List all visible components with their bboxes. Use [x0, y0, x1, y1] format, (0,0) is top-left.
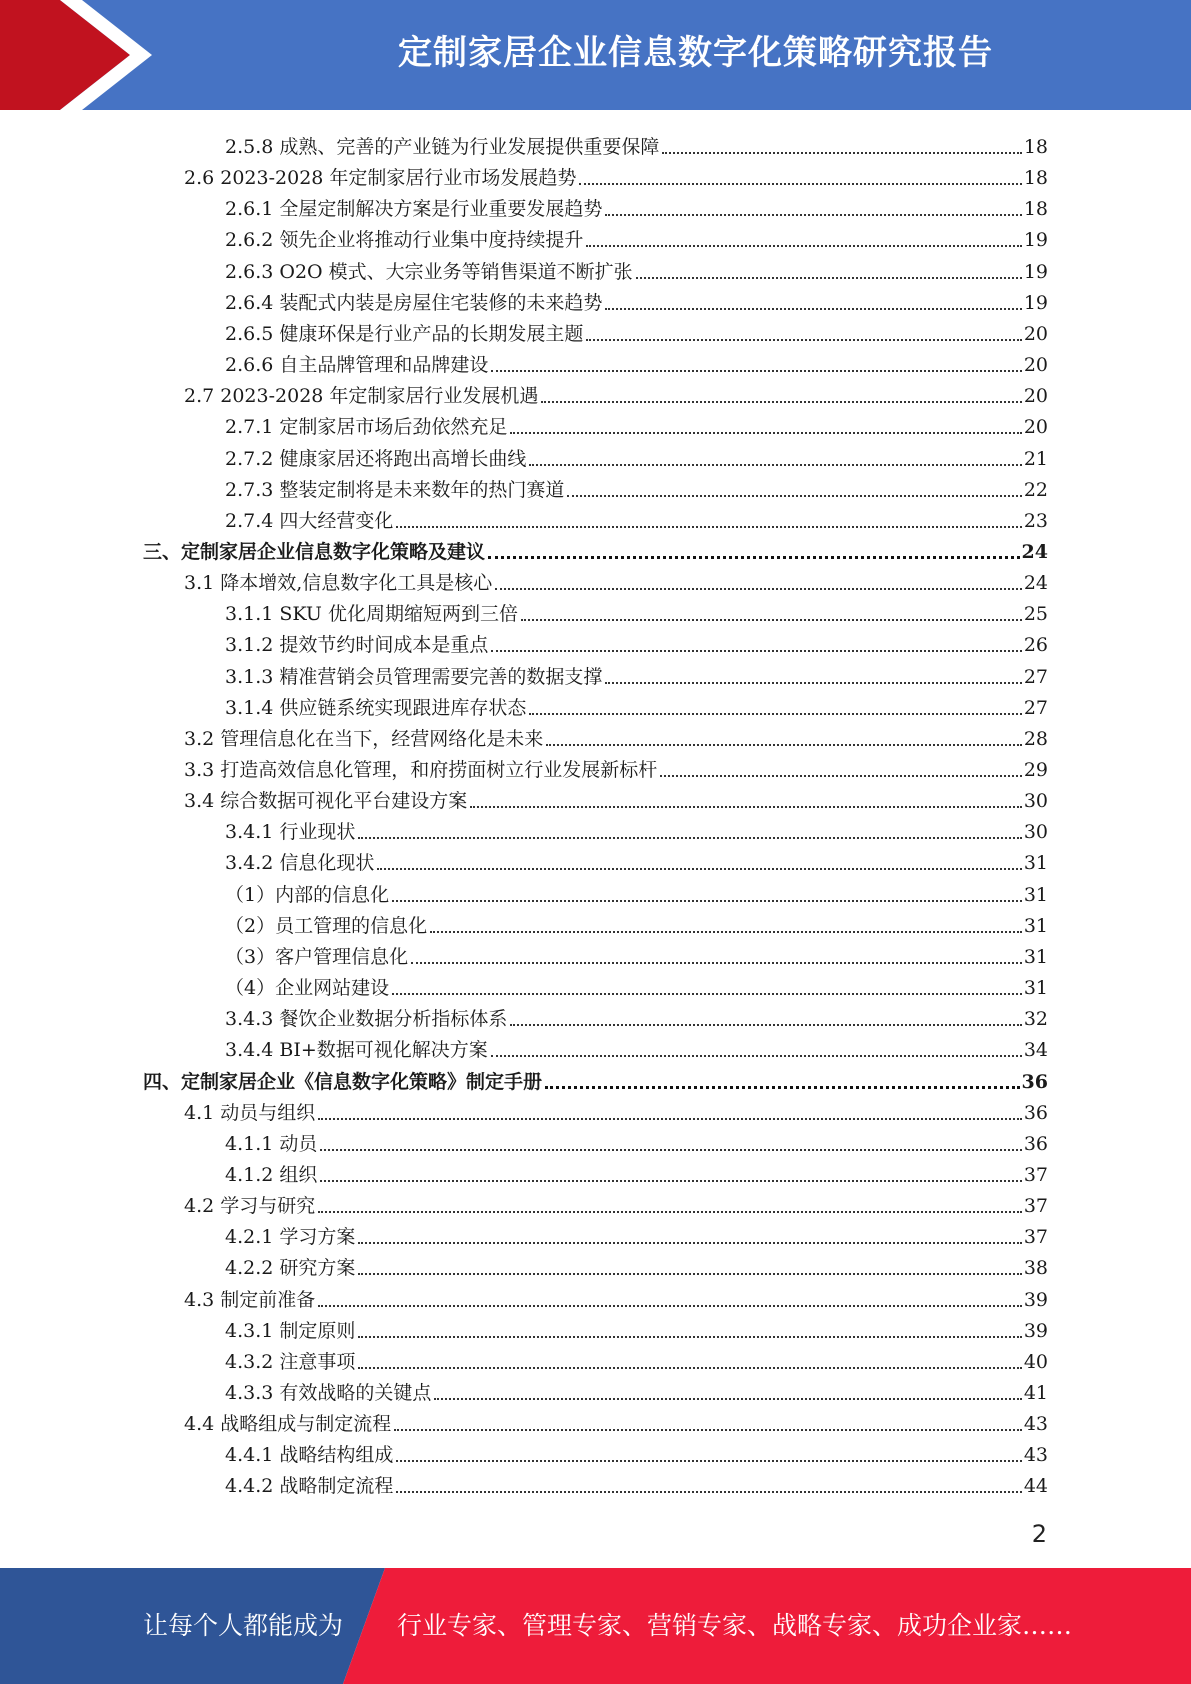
- toc-entry-page: 19: [1023, 229, 1048, 252]
- toc-dot-leader: [396, 1481, 1021, 1493]
- toc-dot-leader: [394, 1419, 1022, 1431]
- toc-dot-leader: [358, 1263, 1021, 1275]
- toc-entry[interactable]: [184, 377, 1048, 408]
- toc-entry-page: 37: [1023, 1226, 1048, 1249]
- toc-entry[interactable]: [225, 471, 1048, 502]
- toc-entry-page: 21: [1023, 447, 1048, 470]
- report-title: 定制家居企业信息数字化策略研究报告: [398, 33, 993, 73]
- toc-entry[interactable]: [184, 720, 1048, 751]
- toc-entry[interactable]: [184, 1281, 1048, 1312]
- toc-dot-leader: [434, 1388, 1021, 1400]
- toc-dot-leader: [392, 890, 1022, 902]
- toc-dot-leader: [318, 1108, 1022, 1120]
- toc-entry-label: 2.7 2023-2028 年定制家居行业发展机遇: [184, 385, 539, 408]
- toc-entry-label: 2.5.8 成熟、完善的产业链为行业发展提供重要保障: [225, 136, 660, 158]
- toc-entry-label: 3.3 打造高效信息化管理，和府捞面树立行业发展新标杆: [184, 759, 658, 781]
- toc-entry[interactable]: [225, 253, 1048, 284]
- toc-dot-leader: [430, 921, 1022, 933]
- toc-entry[interactable]: [184, 159, 1048, 190]
- toc-entry[interactable]: [225, 440, 1048, 471]
- toc-entry-page: 30: [1023, 821, 1048, 844]
- toc-entry-page: 18: [1023, 167, 1048, 190]
- toc-entry-label: 4.4.2 战略制定流程: [225, 1475, 394, 1498]
- toc-dot-leader: [605, 672, 1021, 684]
- toc-dot-leader: [586, 329, 1021, 341]
- toc-entry-label: （1）内部的信息化: [225, 883, 390, 906]
- toc-entry-page: 31: [1023, 914, 1048, 937]
- toc-entry-label: 4.2 学习与研究: [184, 1195, 316, 1218]
- toc-entry-label: 2.6.1 全屋定制解决方案是行业重要发展趋势: [225, 198, 603, 221]
- toc-dot-leader: [377, 858, 1021, 870]
- toc-entry-label: （4）企业网站建设: [225, 977, 390, 1000]
- toc-dot-leader: [529, 454, 1021, 466]
- toc-entry-label: 4.3 制定前准备: [184, 1288, 316, 1311]
- toc-entry[interactable]: [184, 1187, 1048, 1218]
- toc-entry-page: 38: [1023, 1257, 1048, 1280]
- toc-dot-leader: [358, 1232, 1021, 1244]
- toc-entry-page: 25: [1023, 603, 1048, 626]
- toc-entry-label: 4.3.1 制定原则: [225, 1319, 356, 1342]
- toc-entry-page: 30: [1023, 790, 1048, 813]
- toc-entry-label: 3.4.1 行业现状: [225, 821, 356, 844]
- toc-entry-page: 29: [1023, 759, 1048, 781]
- footer-slogan: 让每个人都能成为: [143, 1611, 344, 1640]
- toc-entry-page: 31: [1023, 852, 1048, 875]
- page-header: [0, 0, 1191, 110]
- toc-dot-leader: [396, 516, 1021, 528]
- toc-dot-leader: [545, 1076, 1020, 1089]
- toc-dot-leader: [510, 422, 1021, 434]
- toc-entry-page: 31: [1023, 977, 1048, 1000]
- toc-entry[interactable]: [143, 533, 1048, 564]
- toc-dot-leader: [521, 609, 1022, 621]
- toc-entry[interactable]: [225, 1218, 1048, 1249]
- toc-dot-leader: [546, 734, 1022, 746]
- toc-dot-leader: [662, 142, 1021, 154]
- toc-dot-leader: [358, 1357, 1021, 1369]
- toc-entry-label: 3.4 综合数据可视化平台建设方案: [184, 790, 468, 813]
- toc-entry-page: 36: [1023, 1101, 1048, 1124]
- toc-dot-leader: [320, 1139, 1021, 1151]
- toc-dot-leader: [488, 546, 1020, 559]
- toc-entry[interactable]: [225, 595, 1048, 626]
- toc-dot-leader: [491, 1045, 1022, 1057]
- toc-entry-page: 26: [1023, 634, 1048, 657]
- toc-entry-page: 43: [1023, 1444, 1048, 1467]
- toc-entry[interactable]: [225, 1436, 1048, 1467]
- toc-entry-page: 43: [1023, 1413, 1048, 1436]
- toc-dot-leader: [318, 1201, 1022, 1213]
- toc-entry[interactable]: [225, 689, 1048, 720]
- toc-entry-page: 19: [1023, 260, 1048, 283]
- toc-entry-label: 四、定制家居企业《信息数字化策略》制定手册: [143, 1070, 543, 1093]
- toc-entry-page: 24: [1021, 540, 1048, 563]
- toc-dot-leader: [579, 173, 1021, 185]
- toc-entry-page: 34: [1023, 1039, 1048, 1062]
- toc-entry-label: 4.2.2 研究方案: [225, 1257, 356, 1280]
- toc-dot-leader: [470, 796, 1022, 808]
- toc-entry[interactable]: [225, 813, 1048, 844]
- toc-entry-label: 4.3.2 注意事项: [225, 1350, 356, 1373]
- toc-dot-leader: [541, 391, 1021, 403]
- toc-entry-label: （2）员工管理的信息化: [225, 914, 428, 937]
- toc-entry-page: 19: [1023, 291, 1048, 314]
- toc-entry-label: 3.1.3 精准营销会员管理需要完善的数据支撑: [225, 665, 603, 688]
- toc-entry-page: 39: [1023, 1288, 1048, 1311]
- toc-entry[interactable]: [143, 1063, 1048, 1094]
- toc-entry-page: 36: [1021, 1070, 1048, 1093]
- toc-entry[interactable]: [225, 128, 1048, 159]
- toc-entry-page: 24: [1023, 572, 1048, 595]
- toc-entry-label: 2.6.4 装配式内装是房屋住宅装修的未来趋势: [225, 291, 603, 314]
- toc-entry-page: 18: [1023, 198, 1048, 221]
- toc-entry-label: 4.4.1 战略结构组成: [225, 1444, 394, 1467]
- toc-entry-label: 2.7.2 健康家居还将跑出高增长曲线: [225, 447, 527, 470]
- toc-entry-page: 32: [1023, 1008, 1048, 1031]
- toc-entry-label: 3.1 降本增效,信息数字化工具是核心: [184, 572, 493, 595]
- toc-dot-leader: [586, 235, 1021, 247]
- toc-entry-page: 31: [1023, 945, 1048, 968]
- toc-dot-leader: [318, 1295, 1022, 1307]
- toc-entry-label: 4.1 动员与组织: [184, 1101, 316, 1124]
- toc-dot-leader: [320, 1170, 1021, 1182]
- toc-entry-label: 2.7.4 四大经营变化: [225, 509, 394, 532]
- toc-entry[interactable]: [184, 1405, 1048, 1436]
- toc-entry-page: 36: [1023, 1132, 1048, 1155]
- toc-entry[interactable]: [225, 626, 1048, 657]
- toc-entry[interactable]: [225, 658, 1048, 689]
- toc-entry[interactable]: [225, 284, 1048, 315]
- toc-entry-page: 27: [1023, 665, 1048, 688]
- toc-entry-label: 4.1.1 动员: [225, 1132, 318, 1155]
- toc-entry-page: 39: [1023, 1319, 1048, 1342]
- toc-entry[interactable]: [225, 502, 1048, 533]
- toc-entry-label: 4.1.2 组织: [225, 1163, 318, 1186]
- toc-entry-label: 2.6.5 健康环保是行业产品的长期发展主题: [225, 322, 584, 345]
- toc-entry-page: 18: [1023, 136, 1048, 158]
- footer-expert-list: 行业专家、管理专家、营销专家、战略专家、成功企业家……: [397, 1611, 1073, 1640]
- toc-entry[interactable]: [184, 1094, 1048, 1125]
- toc-entry-label: 三、定制家居企业信息数字化策略及建议: [143, 540, 486, 563]
- toc-entry-page: 22: [1023, 478, 1048, 501]
- toc-dot-leader: [392, 983, 1022, 995]
- toc-dot-leader: [411, 952, 1022, 964]
- toc-dot-leader: [605, 298, 1021, 310]
- toc-entry-label: 3.4.3 餐饮企业数据分析指标体系: [225, 1008, 508, 1031]
- toc-dot-leader: [491, 640, 1021, 652]
- toc-entry[interactable]: [184, 782, 1048, 813]
- toc-entry-label: 2.7.3 整装定制将是未来数年的热门赛道: [225, 478, 565, 501]
- toc-entry-label: 2.6.3 O2O 模式、大宗业务等销售渠道不断扩张: [225, 260, 633, 283]
- toc-entry[interactable]: [225, 1156, 1048, 1187]
- toc-entry-page: 40: [1023, 1350, 1048, 1373]
- toc-entry[interactable]: [225, 1000, 1048, 1031]
- toc-entry-label: 3.1.1 SKU 优化周期缩短两到三倍: [225, 603, 518, 626]
- toc-dot-leader: [660, 765, 1022, 777]
- toc-entry[interactable]: [225, 844, 1048, 875]
- toc-entry[interactable]: [225, 408, 1048, 439]
- toc-entry[interactable]: [225, 221, 1048, 252]
- toc-entry-label: 2.6.6 自主品牌管理和品牌建设: [225, 354, 489, 377]
- toc-entry-label: 2.6 2023-2028 年定制家居行业市场发展趋势: [184, 167, 577, 190]
- toc-dot-leader: [567, 485, 1021, 497]
- toc-entry-page: 31: [1023, 883, 1048, 906]
- toc-entry[interactable]: [225, 1031, 1048, 1062]
- toc-entry-page: 44: [1023, 1475, 1048, 1498]
- toc-entry[interactable]: [184, 564, 1048, 595]
- toc-entry[interactable]: [225, 1343, 1048, 1374]
- toc-entry[interactable]: [225, 315, 1048, 346]
- toc-entry-page: 20: [1023, 322, 1048, 345]
- toc-entry[interactable]: [225, 876, 1048, 907]
- toc-entry-label: 3.1.2 提效节约时间成本是重点: [225, 634, 489, 657]
- toc-dot-leader: [495, 578, 1022, 590]
- toc-entry[interactable]: [225, 1249, 1048, 1280]
- toc-entry-label: （3）客户管理信息化: [225, 945, 409, 968]
- toc-entry-page: 20: [1023, 416, 1048, 439]
- toc-dot-leader: [636, 267, 1022, 279]
- toc-dot-leader: [358, 1326, 1021, 1338]
- toc-dot-leader: [605, 204, 1021, 216]
- toc-entry-label: 4.3.3 有效战略的关键点: [225, 1382, 432, 1404]
- toc-entry-label: 4.4 战略组成与制定流程: [184, 1413, 392, 1436]
- toc-dot-leader: [529, 703, 1021, 715]
- toc-entry-label: 4.2.1 学习方案: [225, 1226, 356, 1249]
- toc-dot-leader: [510, 1014, 1021, 1026]
- page-footer: [0, 1568, 1191, 1684]
- toc-entry[interactable]: [225, 938, 1048, 969]
- toc-entry[interactable]: [184, 751, 1048, 782]
- toc-entry-page: 20: [1023, 385, 1048, 408]
- toc-dot-leader: [491, 360, 1021, 372]
- toc-entry-label: 3.2 管理信息化在当下，经营网络化是未来: [184, 727, 544, 750]
- toc-entry[interactable]: [225, 1312, 1048, 1343]
- toc-entry-label: 3.4.4 BI+数据可视化解决方案: [225, 1039, 488, 1062]
- toc-entry[interactable]: [225, 907, 1048, 938]
- toc-dot-leader: [358, 827, 1021, 839]
- toc-entry-page: 23: [1023, 509, 1048, 532]
- toc-entry[interactable]: [225, 346, 1048, 377]
- toc-entry-page: 37: [1023, 1163, 1048, 1186]
- toc-entry[interactable]: [225, 1374, 1048, 1405]
- toc-entry-page: 28: [1023, 727, 1048, 750]
- toc-entry[interactable]: [225, 969, 1048, 1000]
- toc-entry[interactable]: [225, 1467, 1048, 1498]
- toc-entry-page: 27: [1023, 696, 1048, 719]
- toc-entry-page: 20: [1023, 354, 1048, 377]
- page-number: 2: [1031, 1520, 1047, 1548]
- toc-entry[interactable]: [225, 190, 1048, 221]
- toc-entry[interactable]: [225, 1125, 1048, 1156]
- toc-entry-label: 3.4.2 信息化现状: [225, 852, 375, 875]
- toc-entry-page: 41: [1023, 1382, 1048, 1404]
- toc-entry-page: 37: [1023, 1195, 1048, 1218]
- toc-entry-label: 2.6.2 领先企业将推动行业集中度持续提升: [225, 229, 584, 252]
- toc-entry-label: 2.7.1 定制家居市场后劲依然充足: [225, 416, 508, 439]
- toc-entry-label: 3.1.4 供应链系统实现跟进库存状态: [225, 696, 527, 719]
- toc-dot-leader: [396, 1450, 1021, 1462]
